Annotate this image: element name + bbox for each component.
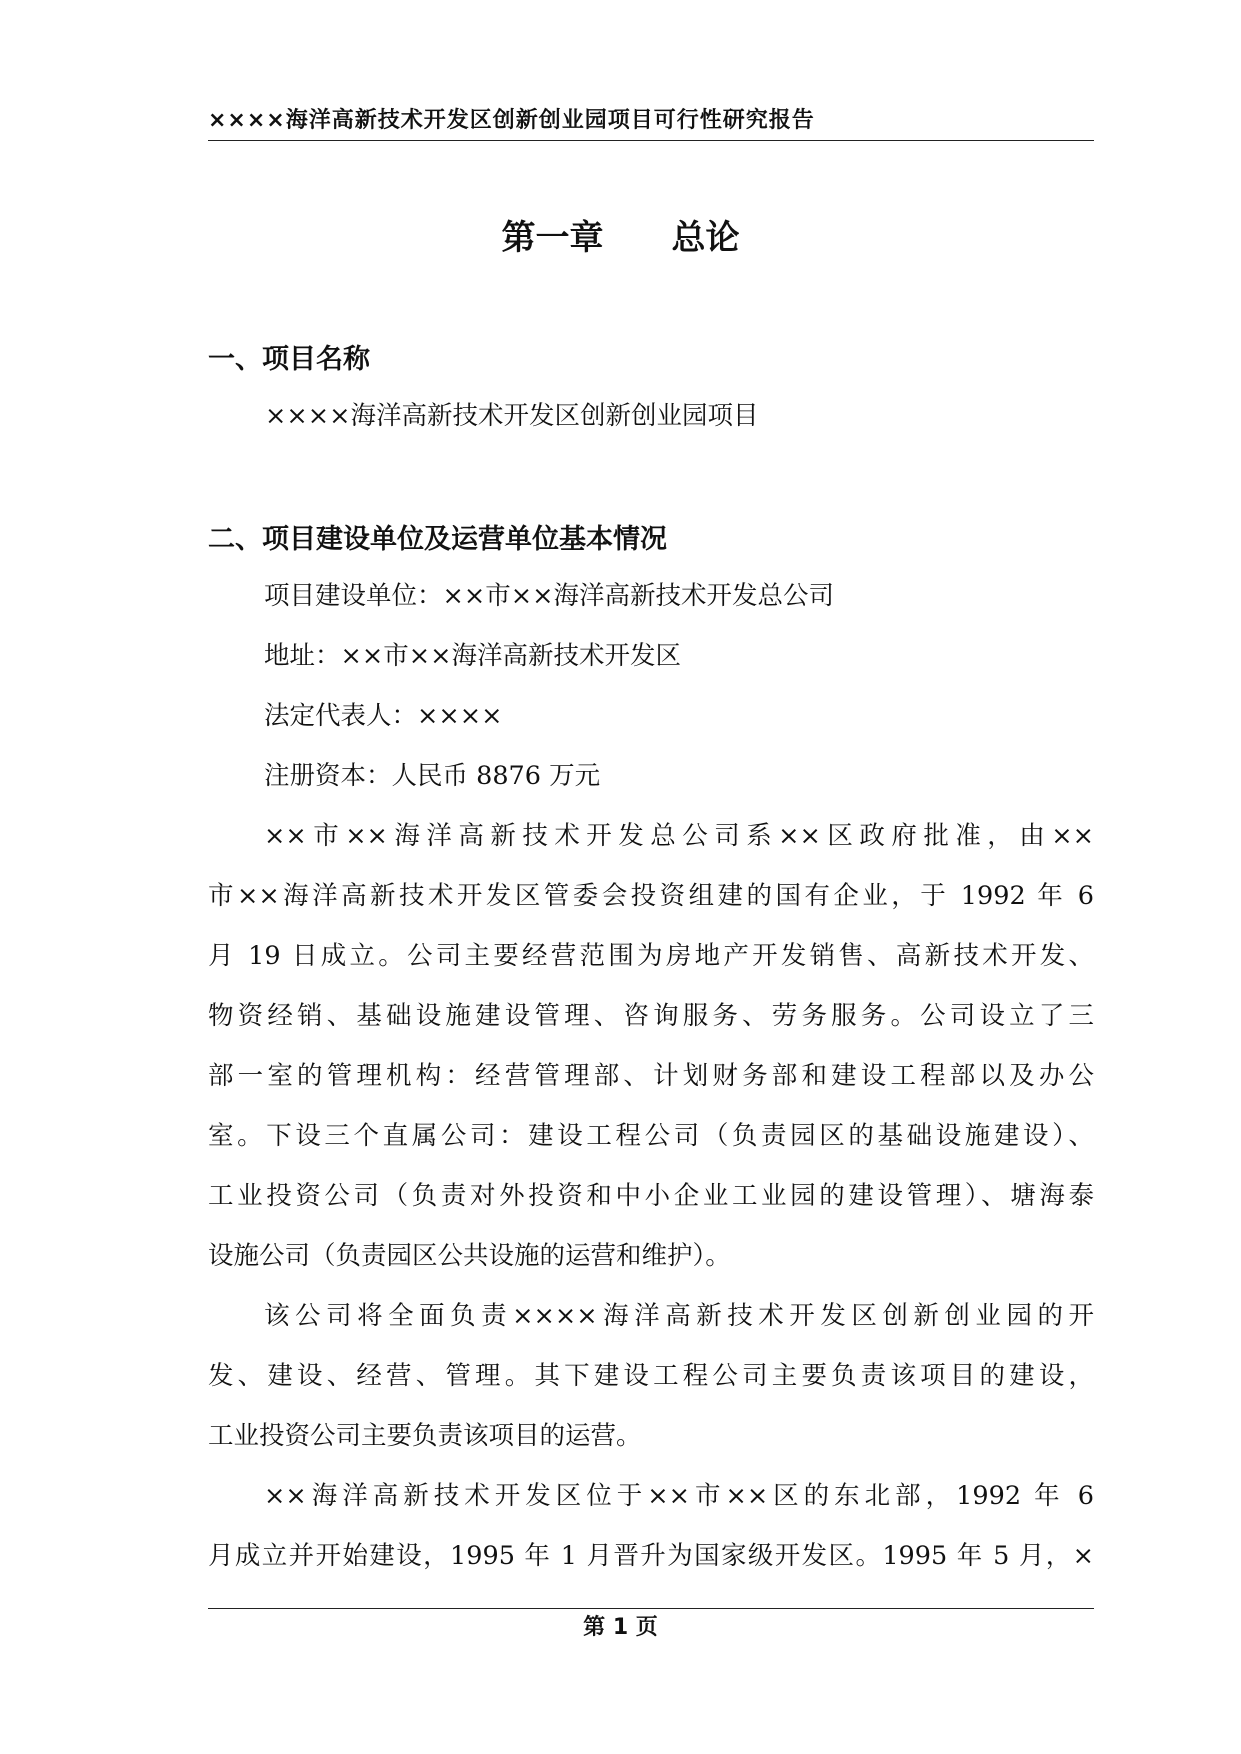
capital-line: 注册资本：人民币 8876 万元 [264, 761, 601, 791]
paragraph-line: 室。下设三个直属公司：建设工程公司（负责园区的基础设施建设）、 [208, 1121, 1094, 1151]
paragraph-line: 设施公司（负责园区公共设施的运营和维护）。 [208, 1241, 731, 1271]
paragraph-line: 部一室的管理机构：经营管理部、计划财务部和建设工程部以及办公 [208, 1061, 1094, 1091]
paragraph-line: 市××海洋高新技术开发区管委会投资组建的国有企业，于 1992 年 6 [208, 881, 1094, 911]
legal-rep-line: 法定代表人：×××× [264, 701, 503, 731]
section-heading-project-name: 一、项目名称 [208, 344, 370, 375]
paragraph-line: 工业投资公司（负责对外投资和中小企业工业园的建设管理）、塘海泰 [208, 1181, 1094, 1211]
project-name-text: ××××海洋高新技术开发区创新创业园项目 [265, 401, 759, 431]
paragraph-line: 物资经销、基础设施建设管理、咨询服务、劳务服务。公司设立了三 [208, 1001, 1094, 1031]
paragraph-line: 发、建设、经营、管理。其下建设工程公司主要负责该项目的建设， [208, 1361, 1094, 1391]
paragraph-line: ××海洋高新技术开发区位于××市××区的东北部，1992 年 6 [264, 1481, 1094, 1511]
running-header: ××××海洋高新技术开发区创新创业园项目可行性研究报告 [208, 108, 815, 133]
paragraph-line: 月成立并开始建设，1995 年 1 月晋升为国家级开发区。1995 年 5 月，× [208, 1541, 1094, 1571]
paragraph-line: 该公司将全面负责××××海洋高新技术开发区创新创业园的开 [264, 1301, 1094, 1331]
paragraph-line: 月 19 日成立。公司主要经营范围为房地产开发销售、高新技术开发、 [208, 941, 1094, 971]
header-rule [208, 140, 1094, 141]
paragraph-line: 工业投资公司主要负责该项目的运营。 [208, 1421, 642, 1451]
paragraph-line: ××市××海洋高新技术开发总公司系××区政府批准，由×× [264, 821, 1094, 851]
address-line: 地址：××市××海洋高新技术开发区 [264, 641, 681, 671]
chapter-title: 第一章 总论 [501, 218, 740, 258]
builder-line: 项目建设单位：××市××海洋高新技术开发总公司 [264, 581, 834, 611]
page-number: 第 1 页 [583, 1615, 658, 1640]
section-heading-unit-info: 二、项目建设单位及运营单位基本情况 [208, 524, 667, 555]
footer-rule [208, 1608, 1094, 1609]
